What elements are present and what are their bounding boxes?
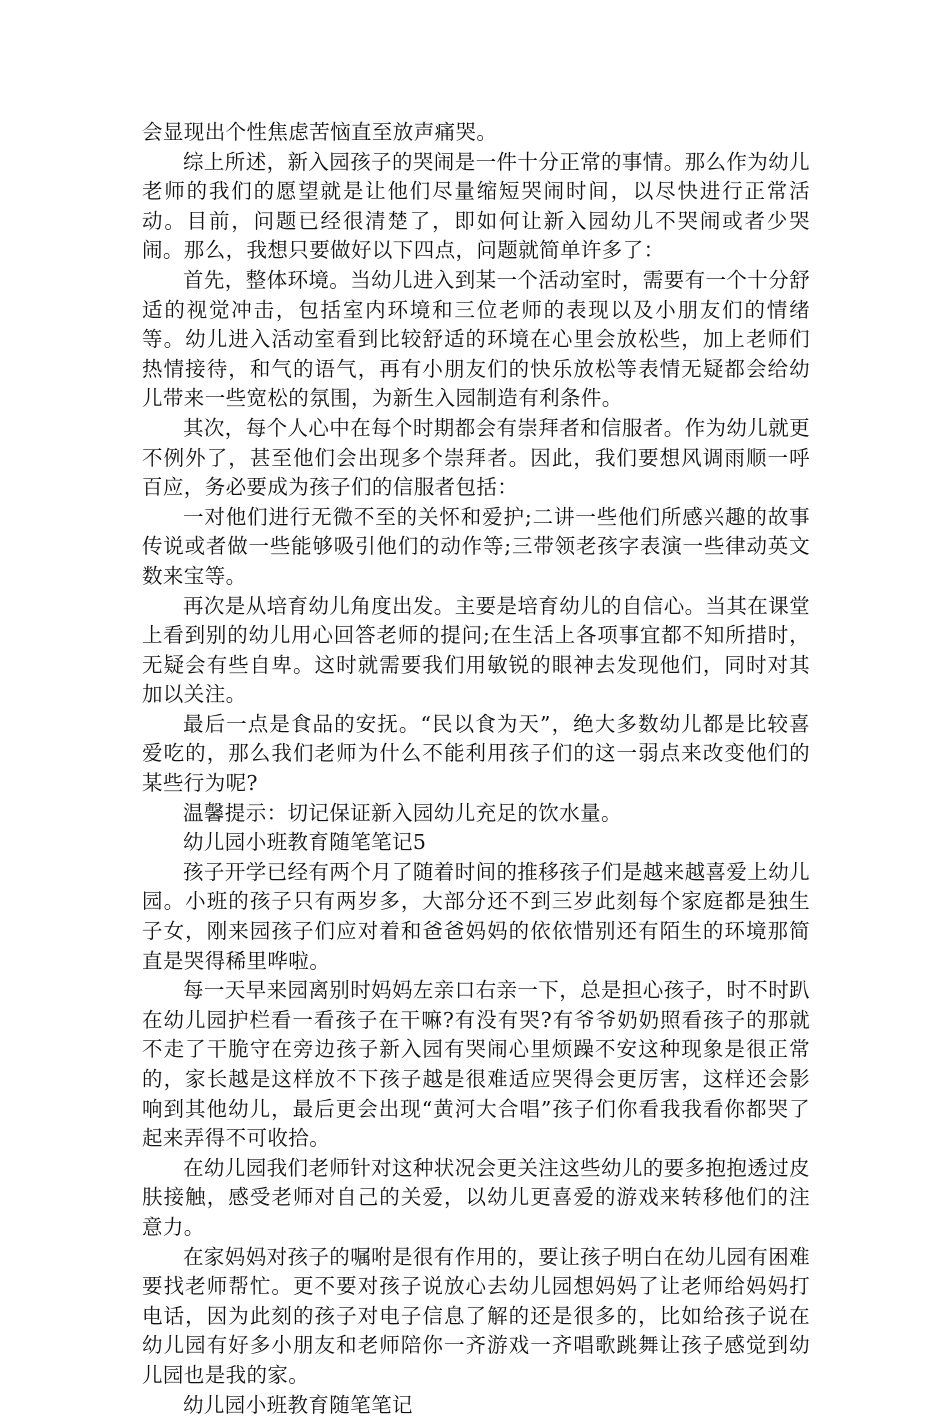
paragraph: 会显现出个性焦虑苦恼直至放声痛哭。 <box>142 120 498 144</box>
section-heading: 幼儿园小班教育随笔笔记 <box>183 1392 413 1417</box>
paragraph: 在家妈妈对孩子的嘱咐是很有作用的，要让孩子明白在幼儿园有困难要找老师帮忙。更不要对孩子说放心去幼儿园想妈妈了让老师给妈妈打电话，因为此刻的孩子对电子信息了解的还是很多的，比如给孩子说在幼儿园有好多小朋友和老师陪你一齐游戏一齐唱歌跳舞让孩子感觉到幼儿园也是我的家。 <box>142 1244 810 1387</box>
paragraph: 最后一点是食品的安抚。“民以食为天”，绝大多数幼儿都是比较喜爱吃的，那么我们老师为什么不能利用孩子们的这一弱点来改变他们的某些行为呢? <box>142 711 810 796</box>
paragraph: 每一天早来园离别时妈妈左亲口右亲一下，总是担心孩子，时不时趴在幼儿园护栏看一看孩子在干嘛?有没有哭?有爷爷奶奶照看孩子的那就不走了干脆守在旁边孩子新入园有哭闹心里烦躁不安这种现象是很正常的，家长越是这样放不下孩子越是很难适应哭得会更厉害，这样还会影响到其他幼儿，最后更会出现“黄河大合唱”孩子们你看我我看你都哭了起来弄得不可收拾。 <box>142 978 810 1151</box>
paragraph: 综上所述，新入园孩子的哭闹是一件十分正常的事情。那么作为幼儿老师的我们的愿望就是让他们尽量缩短哭闹时间，以尽快进行正常活动。目前，问题已经很清楚了，即如何让新入园幼儿不哭闹或者少哭闹。那么，我想只要做好以下四点，问题就简单许多了： <box>142 149 810 263</box>
paragraph: 在幼儿园我们老师针对这种状况会更关注这些幼儿的要多抱抱透过皮肤接触，感受老师对自己的关爱，以幼儿更喜爱的游戏来转移他们的注意力。 <box>142 1155 810 1239</box>
paragraph: 其次，每个人心中在每个时期都会有崇拜者和信服者。作为幼儿就更不例外了，甚至他们会出现多个崇拜者。因此，我们要想风调雨顺一呼百应，务必要成为孩子们的信服者包括： <box>142 415 810 500</box>
paragraph: 再次是从培育幼儿角度出发。主要是培育幼儿的自信心。当其在课堂上看到别的幼儿用心回答老师的提问;在生活上各项事宜都不知所措时，无疑会有些自卑。这时就需要我们用敏锐的眼神去发现他们，同时对其加以关注。 <box>142 593 810 707</box>
paragraph: 一对他们进行无微不至的关怀和爱护;二讲一些他们所感兴趣的故事传说或者做一些能够吸引他们的动作等;三带领老孩字表演一些律动英文数来宝等。 <box>142 504 810 588</box>
section-heading: 幼儿园小班教育随笔笔记5 <box>183 830 427 855</box>
paragraph: 孩子开学已经有两个月了随着时间的推移孩子们是越来越喜爱上幼儿园。小班的孩子只有两岁多，大部分还不到三岁此刻每个家庭都是独生子女，刚来园孩子们应对着和爸爸妈妈的依依惜别还有陌生的环境那简直是哭得稀里哗啦。 <box>142 859 810 973</box>
tip-paragraph: 温馨提示：切记保证新入园幼儿充足的饮水量。 <box>183 800 622 825</box>
paragraph: 首先，整体环境。当幼儿进入到某一个活动室时，需要有一个十分舒适的视觉冲击，包括室内环境和三位老师的表现以及小朋友们的情绪等。幼儿进入活动室看到比较舒适的环境在心里会放松些，加上老师们热情接待，和气的语气，再有小朋友们的快乐放松等表情无疑都会给幼儿带来一些宽松的氛围，为新生入园制造有利条件。 <box>142 267 810 411</box>
document-body <box>142 118 810 1420</box>
